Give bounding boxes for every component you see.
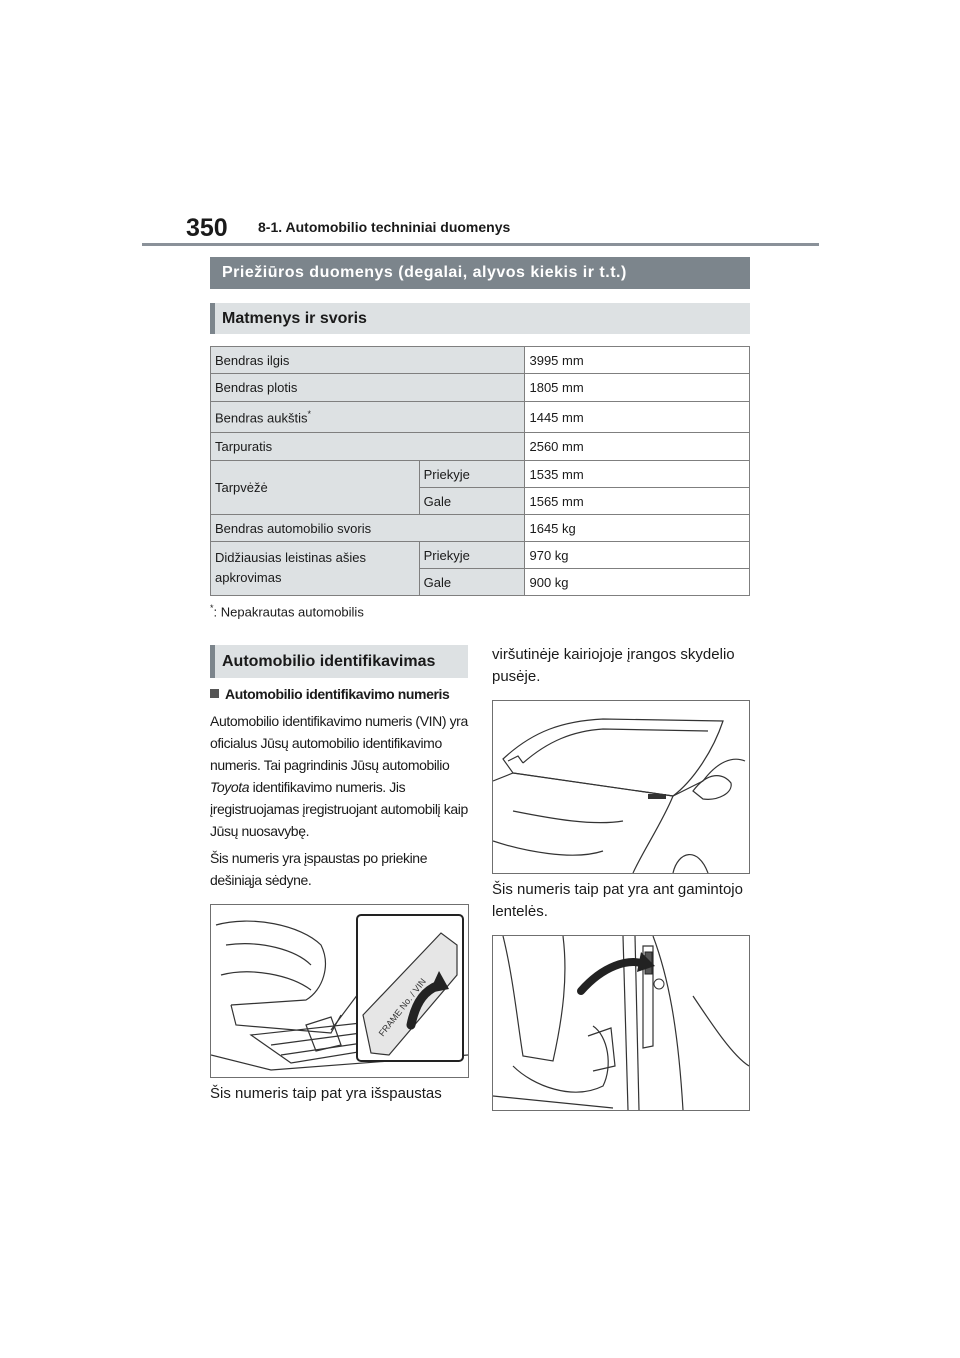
dashboard-location-paragraph: viršutinėje kairiojoje įrangos skydelio pusėje. — [492, 646, 735, 685]
brand-name: Toyota — [210, 779, 250, 795]
footnote-mark: * — [307, 408, 312, 419]
row-label: Bendras plotis — [211, 374, 525, 402]
identification-heading — [210, 645, 468, 678]
section-title: 8-1. Automobilio techniniai duomenys — [258, 219, 511, 235]
vin-paragraph — [210, 710, 470, 842]
sub-label: Priekyje — [419, 461, 525, 488]
page-number: 350 — [186, 214, 228, 242]
vin-bullet-heading — [210, 686, 449, 702]
row-value: 970 kg — [525, 542, 750, 569]
row-label: Tarpvėžė — [211, 461, 420, 515]
row-label — [211, 402, 525, 433]
windshield-vin-illustration — [492, 700, 750, 874]
row-value: 1445 mm — [525, 402, 750, 433]
row-value: 3995 mm — [525, 347, 750, 374]
footnote — [210, 603, 364, 619]
row-label: Bendras automobilio svoris — [211, 515, 525, 542]
vin-bullet-text: Automobilio identifikavimo numeris — [225, 686, 450, 702]
footnote-mark: * — [210, 603, 214, 613]
row-value: 1535 mm — [525, 461, 750, 488]
identification-heading-text: Automobilio identifikavimas — [222, 652, 436, 670]
main-heading-band: Priežiūros duomenys (degalai, alyvos kiekis ir t.t.) — [210, 257, 750, 289]
table-row — [211, 542, 750, 569]
sub-label: Gale — [419, 488, 525, 515]
plate-location-paragraph: Šis numeris taip pat yra ant gamintojo lentelės. — [492, 881, 743, 920]
table-row — [211, 461, 750, 488]
vin-paragraph-part1: Automobilio identifikavimo numeris (VIN) yra oficialus Jūsų automobilio identifikavimo numeris. Tai pagrindinis Jūsų automobilio — [210, 713, 468, 773]
table-row — [211, 374, 750, 402]
dimensions-table — [210, 346, 750, 596]
dimensions-heading — [210, 303, 750, 334]
pillar-plate-illustration — [492, 935, 750, 1111]
row-value: 1565 mm — [525, 488, 750, 515]
row-label: Tarpuratis — [211, 433, 525, 461]
table-row — [211, 515, 750, 542]
height-label-text: Bendras aukštis — [215, 410, 308, 426]
table-row — [211, 347, 750, 374]
dimensions-heading-text: Matmenys ir svoris — [222, 309, 367, 327]
table-row — [211, 402, 750, 433]
pillar-drawing — [493, 936, 749, 1110]
plate-text: FRAME No. / VIN — [376, 976, 428, 1039]
row-label: Bendras ilgis — [211, 347, 525, 374]
square-bullet-icon — [210, 689, 219, 698]
seat-vin-illustration — [210, 904, 469, 1078]
footnote-text: : Nepakrautas automobilis — [213, 604, 364, 620]
sub-label: Gale — [419, 569, 525, 596]
row-value: 1805 mm — [525, 374, 750, 402]
windshield-drawing — [493, 701, 749, 873]
header-divider — [142, 243, 819, 246]
stamped-paragraph: Šis numeris taip pat yra išspaustas — [210, 1085, 442, 1102]
row-value: 2560 mm — [525, 433, 750, 461]
sub-label: Priekyje — [419, 542, 525, 569]
table-row — [211, 433, 750, 461]
seat-location-paragraph: Šis numeris yra įspaustas po priekine dešiniąja sėdyne. — [210, 850, 428, 888]
row-value: 1645 kg — [525, 515, 750, 542]
seat-vin-drawing — [211, 905, 468, 1077]
row-label: Didžiausias leistinas ašies apkrovimas — [211, 542, 420, 596]
row-value: 900 kg — [525, 569, 750, 596]
vin-paragraph-part2: identifikavimo numeris. Jis įregistruojamas įregistruojant automobilį kaip Jūsų nuosavybę. — [210, 779, 468, 839]
